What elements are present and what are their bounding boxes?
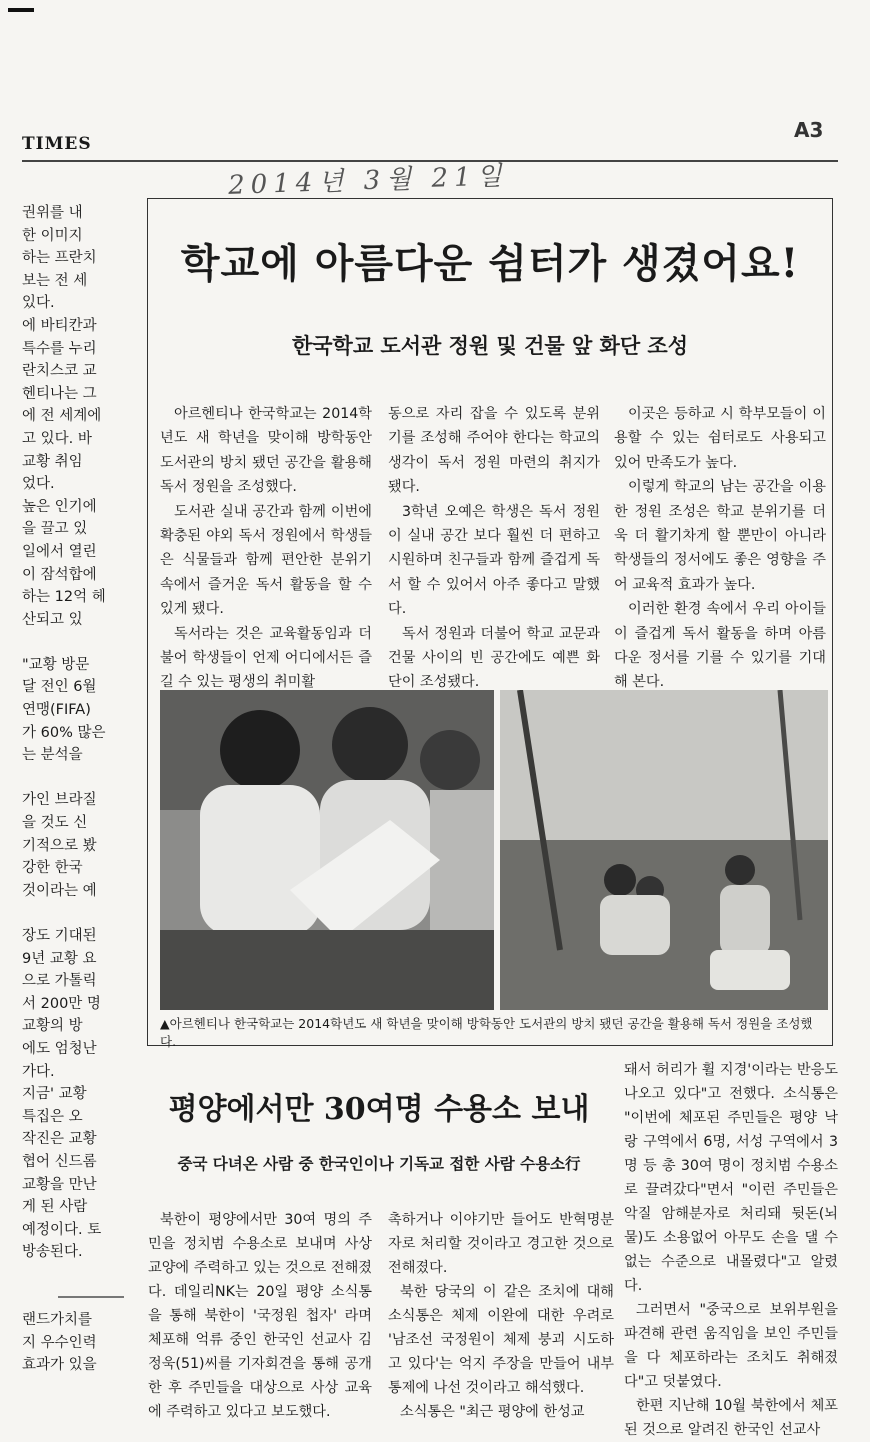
left-column-line: [22, 631, 122, 654]
left-column-line: 9년 교황 요: [22, 950, 97, 967]
left-column-line: 을 것도 신: [22, 815, 88, 832]
paragraph: 한편 지난해 10월 북한에서 체포된 것으로 알려진 한국인 선교사: [624, 1398, 838, 1438]
left-column-line: 에 바티칸과: [22, 317, 97, 334]
paragraph: 이곳은 등하교 시 학부모들이 이용할 수 있는 쉼터로도 사용되고 있어 만족도가 높다.: [614, 406, 826, 471]
left-column-line: 으로 가톨릭: [22, 973, 97, 990]
left-column-line: 권위를 내: [22, 205, 83, 221]
left-column-line: 가인 브라질: [22, 792, 97, 809]
left-column-line: 특수를 누리: [22, 340, 97, 357]
left-column-line: 을 끌고 있: [22, 521, 88, 538]
left-column-line: 교황의 방: [22, 1018, 83, 1035]
article2-subheadline: 중국 다녀온 사람 중 한국인이나 기독교 접한 사람 수용소行: [177, 1155, 581, 1173]
left-column-line: 고 있다. 바: [22, 430, 92, 447]
left-column-line: 에도 엄청난: [22, 1040, 97, 1057]
left-column-rule: [58, 1296, 124, 1298]
paragraph: 동으로 자리 잡을 수 있도록 분위기를 조성해 주어야 한다는 학교의 생각이 독서 정원 마련의 취지가 됐다.: [388, 406, 600, 496]
left-column-line: 하는 12억 헤: [22, 589, 106, 606]
left-column-line: 특집은 오: [22, 1108, 83, 1125]
left-column-line: [22, 1264, 122, 1287]
paragraph: 도서관 실내 공간과 함께 이번에 확충된 야외 독서 정원에서 학생들은 식물들과 함께 편안한 분위기 속에서 즐거운 독서 활동을 할 수 있게 됐다.: [160, 503, 372, 618]
left-column-line: 지금' 교황: [22, 1086, 87, 1103]
article2-headline: 평양에서만 30여명 수용소 보내: [168, 1092, 590, 1127]
paragraph: 북한이 평양에서만 30여 명의 주민을 정치범 수용소로 보내며 사상 교양에 주력하고 있는 것으로 전해졌다. 데일리NK는 20일 평양 소식통을 통해 북한이 '국정원 첩자' 라며 체포해 억류 중인 한국인 선교사 김정욱(51)씨를 기자회견을 통해 공개한 후 주민들을 대상으로 사상 교육에 주력하고 있다고 보도했다.: [148, 1212, 372, 1420]
left-column-line: 보는 전 세: [22, 272, 88, 289]
paragraph: 돼서 허리가 휠 지경'이라는 반응도 나오고 있다"고 전했다. 소식통은 "이번에 체포된 주민들은 평양 낙랑 구역에서 6명, 서성 구역에서 3명 등 총 30여 명이 정치범 수용소로 끌려갔다"면서 "이런 주민들은 악질 암해분자로 처리돼 뒷돈(뇌물)도 소용없어 아무도 손을 댈 수 없는 수준으로 내몰렸다"고 알렸다.: [624, 1062, 838, 1294]
left-column-line: 가다.: [22, 1063, 55, 1080]
left-column-line: 한 이미지: [22, 227, 83, 244]
paragraph: 그러면서 "중국으로 보위부원을 파견해 관련 움직임을 보인 주민들을 다 체포하라는 조치도 취해졌다"고 덧붙였다.: [624, 1302, 838, 1390]
paragraph: 북한 당국의 이 같은 조치에 대해 소식통은 체제 이완에 대한 우려로 '남조선 국정원이 체제 붕괴 시도하고 있다'는 억지 주장을 만들어 내부 통제에 나선 것이라고 해석했다.: [388, 1284, 614, 1396]
left-column-line: 것이라는 예: [22, 882, 97, 899]
left-column-line: 가 60% 많은: [22, 724, 106, 741]
paragraph: 이러한 환경 속에서 우리 아이들이 즐겁게 독서 활동을 하며 아름다운 정서를 기를 수 있기를 기대해 본다.: [614, 601, 826, 691]
masthead: TIMES: [22, 134, 92, 154]
left-column-line: 는 분석을: [22, 747, 83, 764]
left-column-line: 장도 기대된: [22, 928, 97, 944]
paragraph: 소식통은 "최근 평양에 한성교: [400, 1404, 585, 1420]
left-column-line: 달 전인 6월: [22, 679, 97, 696]
left-column-line: 작진은 교황: [22, 1131, 97, 1148]
paragraph: 독서 정원과 더불어 학교 교문과 건물 사이의 빈 공간에도 예쁜 화단이 조성됐다.: [388, 625, 600, 691]
article-headline: 학교에 아름다운 쉼터가 생겼어요!: [180, 240, 800, 287]
article2-column-2: [388, 1208, 614, 1424]
left-column-line: 효과가 있을: [22, 1357, 97, 1374]
article2-column-3: [624, 1058, 838, 1442]
left-column-line: 예정이다. 토: [22, 1221, 102, 1238]
left-column-line: 기적으로 봤: [22, 837, 97, 854]
left-column-line: 랜드가치를: [22, 1312, 93, 1329]
paragraph: 촉하거나 이야기만 들어도 반혁명분자로 처리할 것이라고 경고한 것으로 전해졌다.: [388, 1212, 614, 1276]
left-column-line: 헨티나는 그: [22, 385, 97, 402]
left-column-line: 란치스코 교: [22, 363, 97, 380]
left-column-line: [22, 767, 122, 790]
left-column-line: 일에서 열린: [22, 543, 97, 560]
left-column-line: 강한 한국: [22, 860, 83, 877]
left-column-line: 협어 신드롬: [22, 1153, 97, 1170]
article2-column-1: [148, 1208, 372, 1424]
left-column-line: 하는 프란치: [22, 250, 97, 267]
corner-mark: [8, 8, 34, 12]
article-column-1: [160, 402, 372, 695]
left-column-line: 에 전 세계에: [22, 408, 102, 425]
left-column-line: 었다.: [22, 476, 55, 493]
left-column-line: 산되고 있: [22, 611, 83, 628]
left-column-line: 방송된다.: [22, 1244, 83, 1261]
left-column-line: [22, 902, 122, 925]
left-column-line: 있다.: [22, 295, 55, 312]
left-column-line: 연맹(FIFA): [22, 702, 91, 719]
left-column-line: 높은 인기에: [22, 498, 97, 515]
paragraph: 3학년 오예은 학생은 독서 정원이 실내 공간 보다 훨씬 더 편하고 시원하며 친구들과 함께 즐겁게 독서 할 수 있어서 아주 좋다고 말했다.: [388, 503, 600, 618]
photo-garden-children: [500, 690, 828, 1010]
left-column-line: 게 된 사람: [22, 1199, 88, 1216]
paragraph: 이렇게 학교의 남는 공간을 이용한 정원 조성은 학교 분위기를 더욱 더 활기차게 할 뿐만이 아니라 학생들의 정서에도 좋은 영향을 주어 교육적 효과가 높다.: [614, 479, 826, 593]
left-column-line: 교황 취임: [22, 453, 83, 470]
handwritten-date: 2014년 3월 21일: [227, 161, 509, 201]
article-column-2: [388, 402, 600, 695]
paragraph: 독서라는 것은 교육활동임과 더불어 학생들이 언제 어디에서든 즐길 수 있는 평생의 취미활: [160, 625, 372, 691]
left-column-line: 서 200만 명: [22, 995, 101, 1012]
left-column-line: "교황 방문: [22, 656, 90, 673]
page-number: A3: [794, 118, 824, 142]
left-column-text: [22, 202, 122, 1377]
article-subheadline: 한국학교 도서관 정원 및 건물 앞 화단 조성: [291, 334, 689, 358]
paragraph: 아르헨티나 한국학교는 2014학년도 새 학년을 맞이해 방학동안 도서관의 방치 됐던 공간을 활용해 독서 정원을 조성했다.: [160, 406, 372, 496]
left-column-line: 교황을 만난: [22, 1176, 97, 1193]
left-column-line: 이 잠석합에: [22, 566, 97, 583]
article-column-3: [614, 402, 826, 695]
photo-students-reading: [160, 690, 494, 1010]
left-column-line: 지 우수인력: [22, 1334, 97, 1351]
photo-caption: ▲아르헨티나 한국학교는 2014학년도 새 학년을 맞이해 방학동안 도서관의 방치 됐던 공간을 활용해 독서 정원을 조성했다.: [160, 1016, 813, 1049]
